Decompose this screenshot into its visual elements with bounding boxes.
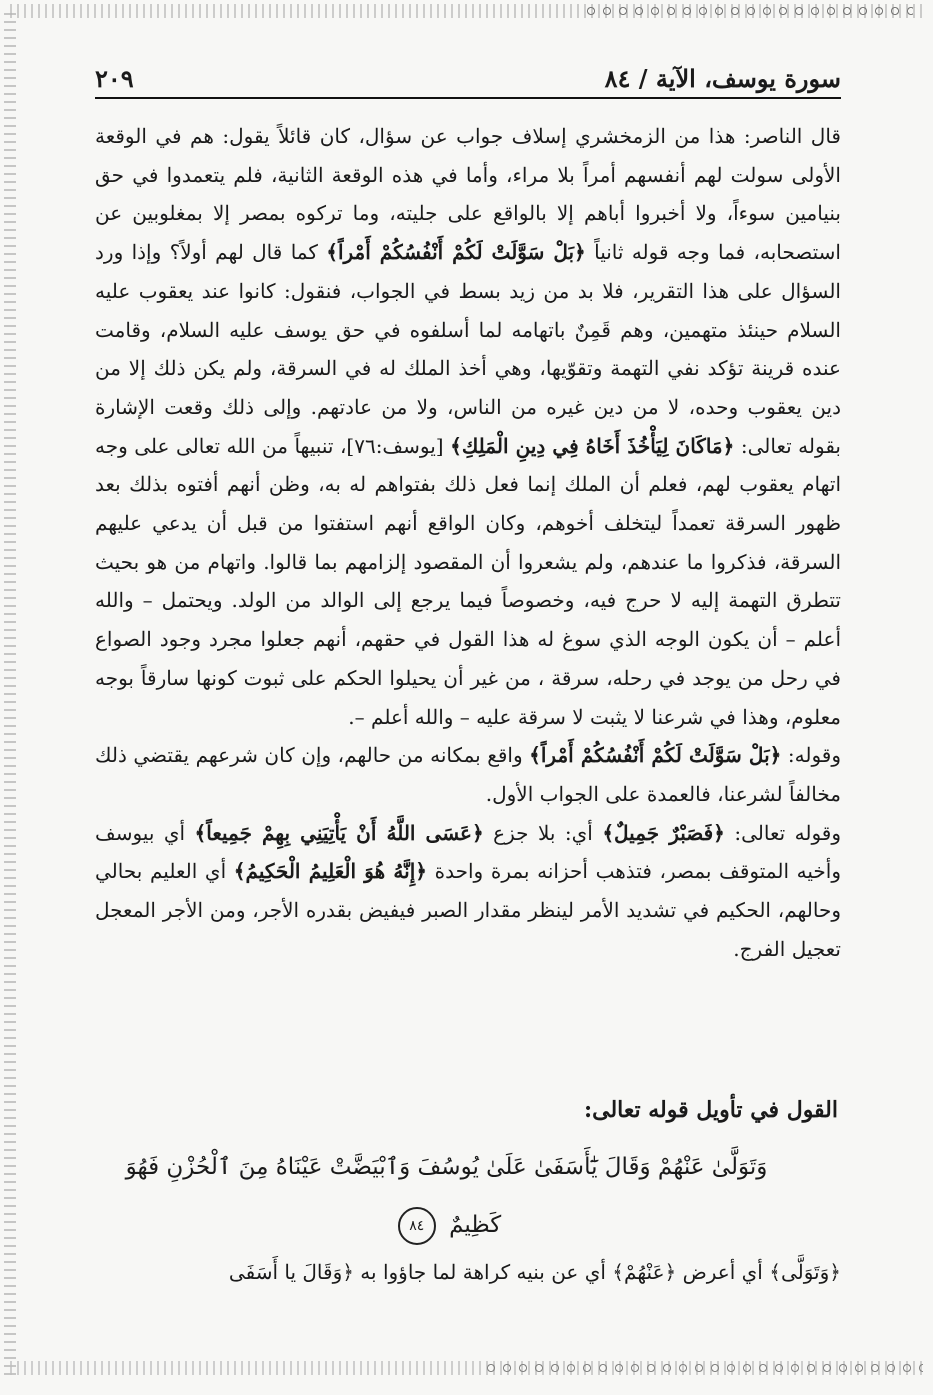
main-text: [95, 117, 841, 968]
quran-quote: ﴿بَلْ سَوَّلَتْ لَكُمْ أَنْفُسُكُمْ أَمْراً﴾: [326, 240, 586, 265]
top-ornament-border: [10, 4, 923, 18]
text-run: وقوله:: [781, 743, 841, 768]
page-header: [95, 55, 841, 99]
text-run: أي أعرض: [676, 1260, 770, 1284]
text-run: أي العليم بحالي وحالهم، الحكيم في تشديد الأمر لينظر مقدار الصبر فيفيض بقدره الأجر، ومن الأجر المعجل تعجيل الفرج.: [95, 859, 841, 961]
quran-quote: ﴿مَاكَانَ لِيَأْخُذَ أَخَاهُ فِي دِينِ الْمَلِكِ﴾: [450, 433, 735, 458]
quran-quote: ﴿فَصَبْرٌ جَمِيلٌ﴾: [602, 820, 725, 845]
paragraph-2: [95, 736, 841, 813]
text-run: وقوله تعالى:: [724, 820, 841, 845]
left-ornament-border: [4, 10, 16, 1375]
quran-quote: ﴿عَسَى اللَّهُ أَنْ يَأْتِيَنِي بِهِمْ جَمِيعاً﴾: [194, 820, 484, 845]
tafsir-line: [95, 1253, 841, 1291]
ayah-number-marker: ٨٤: [398, 1207, 436, 1245]
verse-text: وَتَوَلَّىٰ عَنْهُمْ وَقَالَ يَٰٓأَسَفَىٰ عَلَىٰ يُوسُفَ وَٱبْيَضَّتْ عَيْنَاهُ مِنَ ٱلْحُزْنِ فَهُوَ كَظِيمٌ: [125, 1154, 768, 1238]
text-run: أي عن بنيه كراهة لما جاؤوا به: [353, 1260, 613, 1284]
quran-quote: ﴿وَقَالَ يا أَسَفَى: [228, 1260, 354, 1284]
quran-verse: [120, 1138, 773, 1254]
quran-quote: ﴿إِنَّهُ هُوَ الْعَلِيمُ الْحَكِيمُ﴾: [233, 859, 427, 884]
bottom-ornament-border: [10, 1361, 923, 1375]
quran-quote: ﴿وَتَوَلَّى﴾: [769, 1260, 841, 1284]
text-run: [يوسف:٧٦]، تنبيهاً من الله تعالى على وجه اتهام يعقوب لهم، فعلم أن الملك إنما فعل ذلك بفتواهم له به، وظن أنهم أفتوه بذلك بعد ظهور السرقة تعمداً ليتخلف أخوهم، وكان الواقع أنهم استفتوا من قبل أن يدعي عليهم السرقة، فذكروا ما عندهم، ولم يشعروا أن المقصود إلزامهم بما قالوا. واتهام من هو بحيث تتطرق التهمة إليه لا حرج فيه، وخصوصاً فيما يرجع إلى الوالد من الولد. ويحتمل – والله أعلم – أن يكون الوجه الذي سوغ له هذا القول في حقهم، أنهم جعلوا مجرد وجود الصواع في رحل من يوجد في رحله، سرقة ، من غير أن يحيلوا الحكم على ثبوت كونها سارقاً بوجه معلوم، وهذا في شرعنا لا يثبت لا سرقة عليه – والله أعلم –.: [95, 433, 841, 729]
text-run: واقع بمكانه من حالهم، وإن كان شرعهم يقتضي ذلك مخالفاً لشرعنا، فالعمدة على الجواب الأول.: [95, 743, 841, 806]
running-title: سورة يوسف، الآية / ٨٤: [604, 64, 841, 93]
text-run: أي: بلا جزع: [483, 820, 603, 845]
section-heading: القول في تأويل قوله تعالى:: [584, 1097, 838, 1123]
quran-quote: ﴿بَلْ سَوَّلَتْ لَكُمْ أَنْفُسُكُمْ أَمْراً﴾: [529, 743, 782, 768]
paragraph-1: [95, 117, 841, 736]
paragraph-3: [95, 814, 841, 969]
text-run: قال الناصر: هذا من الزمخشري إسلاف جواب عن سؤال، كان قائلاً يقول: هم في الوقعة الأولى سولت لهم أنفسهم أمراً بلا مراء، وأما في هذه الوقعة الثانية، فلم يتعمدوا في حق بنيامين سوءاً، ولا أخبروا أباهم إلا بالواقع على جليته، وما تركوه بمصر إلا بمغلوبين عن استصحابه، فما وجه قوله ثانياً: [95, 124, 841, 265]
page-number: ٢٠٩: [95, 64, 134, 93]
text-run: كما قال لهم أولاً؟ وإذا ورد السؤال على هذا التقرير، فلا بد من زيد بسط في الجواب، فنقول: كانوا عند يعقوب عليه السلام حينئذ متهمين، وهم قَمِنٌ باتهامه لما أسلفوه في حق يوسف عليه السلام، وقامت عنده قرينة تؤكد نفي التهمة وتقوّيها، وهي أخذ الملك له في السرقة، ولم يكن ذلك إلا من دين يعقوب وحده، لا من دين غيره من الناس، ولا من عادتهم. وإلى ذلك وقعت الإشارة بقوله تعالى:: [95, 240, 841, 458]
text-run: أي بيوسف وأخيه المتوقف بمصر، فتذهب أحزانه بمرة واحدة: [95, 820, 841, 884]
quran-quote: ﴿عَنْهُمْ﴾: [612, 1260, 677, 1284]
